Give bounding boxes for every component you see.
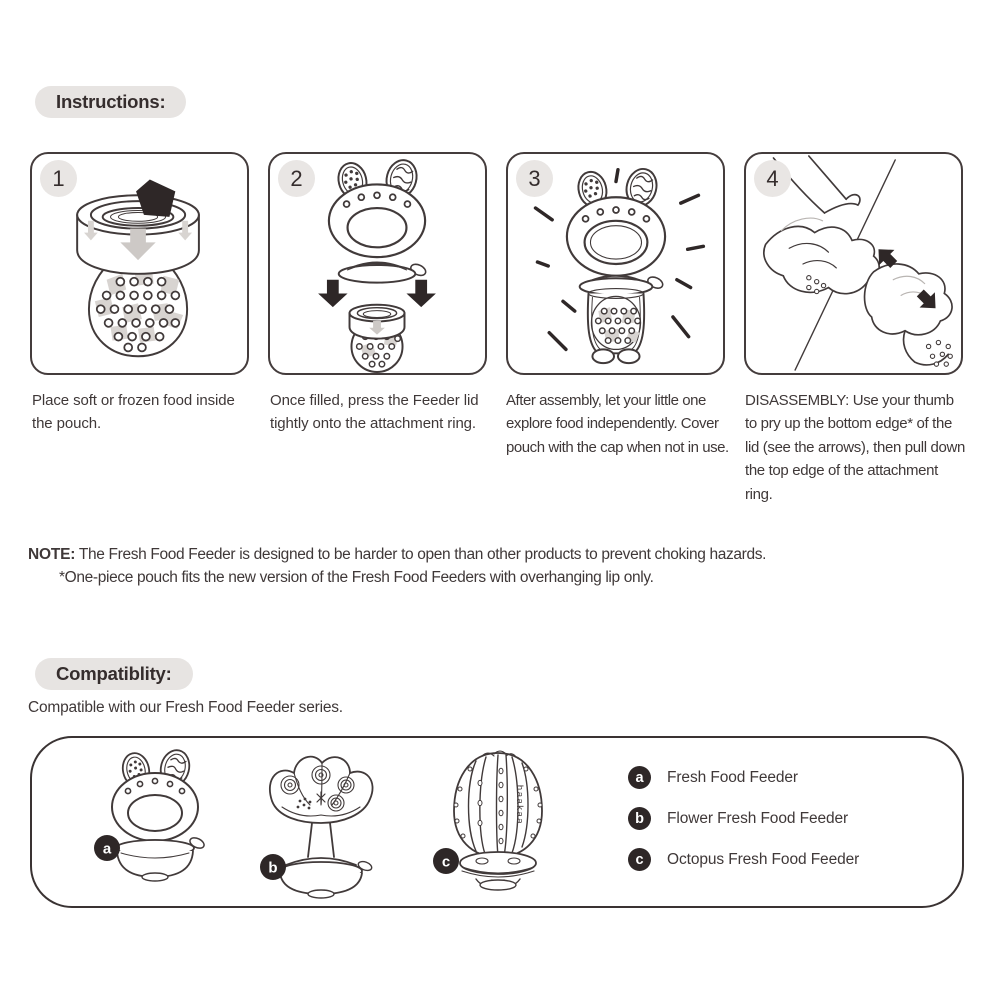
- step-number-3: 3: [516, 160, 553, 197]
- note-line-2: *One-piece pouch fits the new version of the Fresh Food Feeders with overhanging lip only.: [59, 569, 654, 587]
- note-line-1: NOTE: The Fresh Food Feeder is designed to be harder to open than other products to prevent choking hazards.: [28, 546, 767, 563]
- legend-item-a: [628, 765, 859, 790]
- fresh-food-feeder-illustration: [76, 743, 241, 901]
- svg-text:c: c: [441, 853, 451, 871]
- step-caption-2: Once filled, press the Feeder lid tightly onto the attachment ring.: [270, 392, 479, 433]
- svg-text:a: a: [102, 840, 112, 858]
- octopus-fresh-food-feeder-illustration: [416, 743, 581, 901]
- legend-item-c: [628, 847, 859, 872]
- legend-badge-b: b: [628, 807, 651, 830]
- step-panel-4: [744, 152, 963, 375]
- step-number-1: 1: [40, 160, 77, 197]
- step-caption-3: After assembly, let your little one explore food independently. Cover pouch with the cap when not in use.: [506, 392, 729, 456]
- flower-fresh-food-feeder-illustration: [238, 743, 403, 901]
- instructions-heading: Instructions:: [35, 86, 186, 118]
- compatibility-subtitle: Compatible with our Fresh Food Feeder series.: [28, 699, 343, 716]
- step-panel-2: [268, 152, 487, 375]
- legend-badge-c: c: [628, 848, 651, 871]
- compatibility-heading: Compatiblity:: [35, 658, 193, 690]
- step-panel-3: [506, 152, 725, 375]
- step-caption-1: Place soft or frozen food inside the pouch.: [32, 392, 235, 433]
- step-number-4: 4: [754, 160, 791, 197]
- step-caption-4: DISASSEMBLY: Use your thumb to pry up the bottom edge* of the lid (see the arrows), then pull down the top edge of the attachment ring.: [745, 392, 966, 503]
- legend-item-b: [628, 806, 859, 831]
- note-block: [28, 543, 766, 590]
- step-number-2: 2: [278, 160, 315, 197]
- compatibility-legend: [628, 765, 859, 888]
- compatibility-box: [30, 736, 964, 908]
- brand-text: haakaa: [514, 784, 525, 826]
- step-panel-1: [30, 152, 249, 375]
- svg-text:b: b: [268, 859, 278, 877]
- legend-label-a: Fresh Food Feeder: [667, 768, 798, 786]
- legend-badge-a: a: [628, 766, 651, 789]
- note-label: NOTE:: [28, 546, 76, 563]
- legend-label-c: Octopus Fresh Food Feeder: [667, 850, 860, 868]
- press-arrow-icon: [318, 280, 347, 307]
- legend-label-b: Flower Fresh Food Feeder: [667, 809, 849, 827]
- press-arrow-icon: [406, 280, 435, 307]
